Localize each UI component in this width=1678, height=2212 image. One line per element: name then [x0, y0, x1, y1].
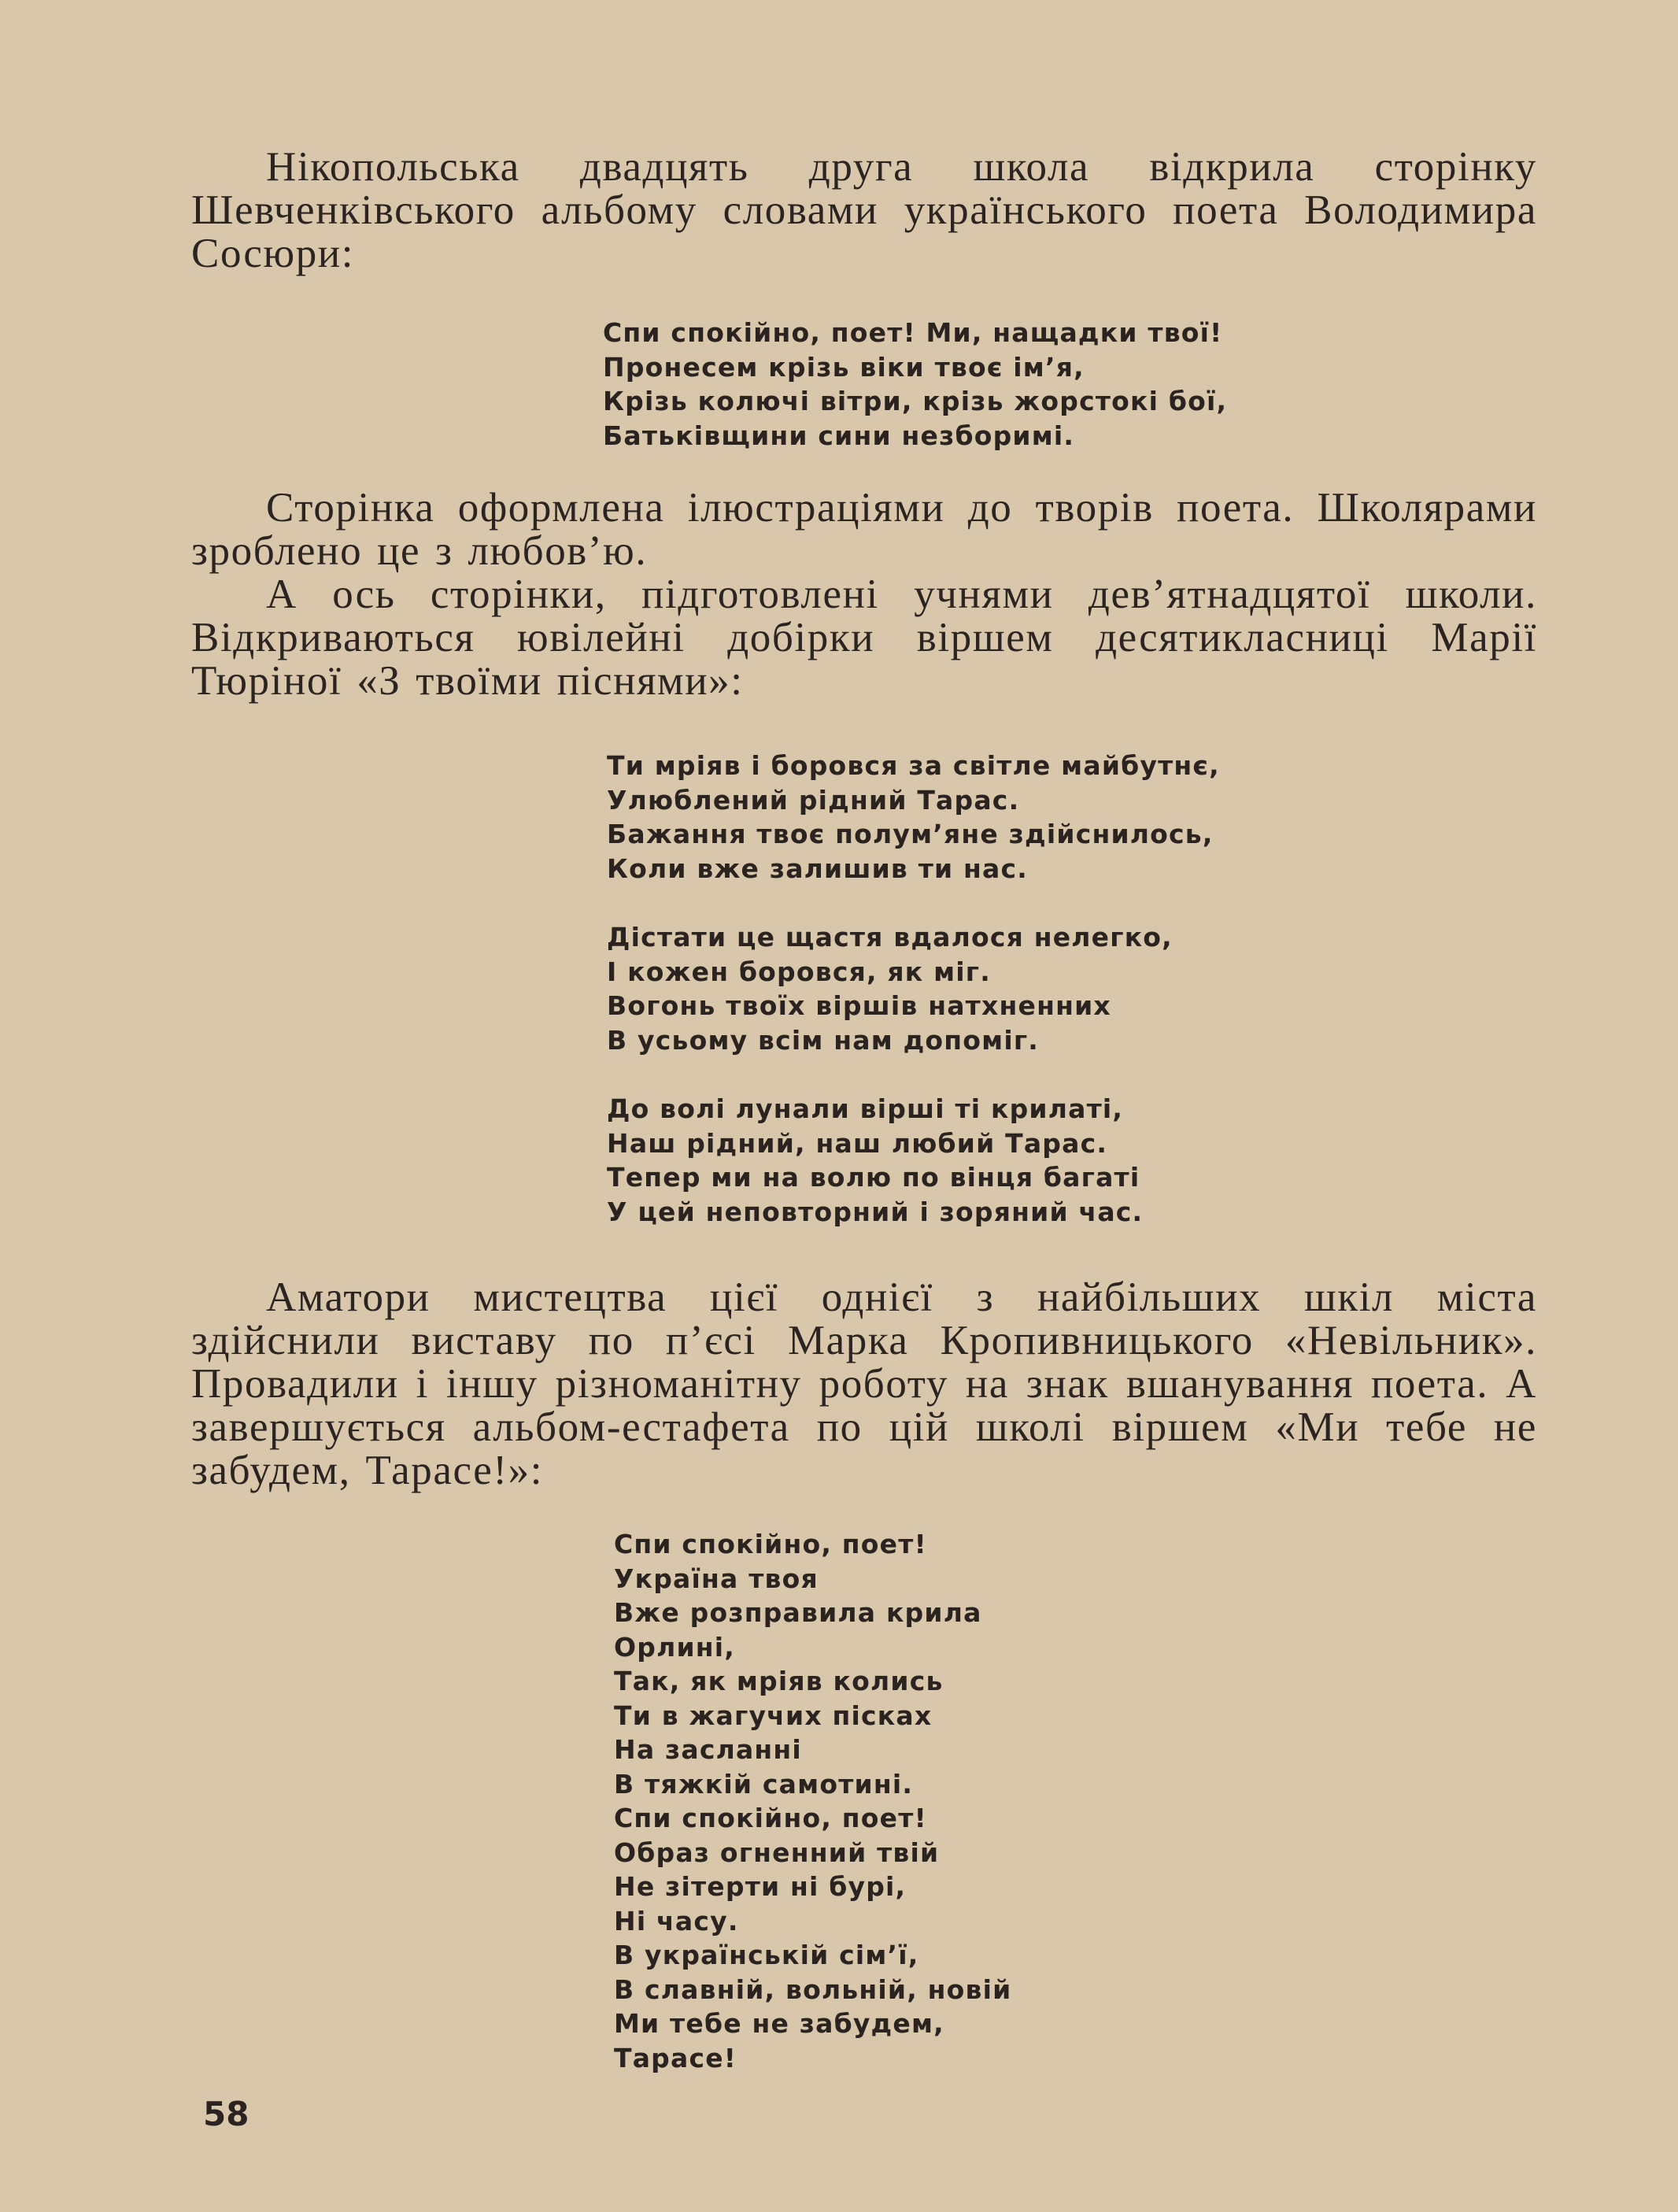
- poem-line: У цей неповторний і зоряний час.: [607, 1196, 1144, 1227]
- poem-stanza: [607, 1092, 1220, 1229]
- poem-line: В тяжкій самотині.: [614, 1768, 914, 1800]
- poem-line: Вогонь твоїх віршів натхненних: [607, 990, 1111, 1021]
- illustrations-paragraph: Сторінка оформлена ілюстраціями до творів поета. Школярами зроблено це з любов’ю.: [191, 485, 1537, 574]
- poem-line: Улюблений рідний Тарас.: [607, 784, 1020, 816]
- poem-line: Крізь колючі вітри, крізь жорстокі бої,: [603, 386, 1228, 416]
- poem-line: Коли вже залишив ти нас.: [607, 853, 1028, 884]
- poem-line: Орлині,: [614, 1631, 736, 1663]
- page-number: 58: [203, 2095, 249, 2133]
- poem-line: Спи спокійно, поет! Ми, нащадки твої!: [603, 317, 1223, 348]
- poem-line: І кожен боровся, як міг.: [607, 956, 991, 987]
- amateurs-block: [191, 1276, 1537, 1493]
- poem-line: Образ огненний твій: [614, 1837, 940, 1868]
- poem-line: В усьому всім нам допоміг.: [607, 1024, 1040, 1056]
- amateurs-paragraph: Аматори мистецтва цієї однієї з найбільших шкіл міста здійснили виставу по п’єсі Марка Кропивницького «Невільник». Провадили і іншу різноманітну роботу на знак вшанування поета. А завершується альбом-естафета по цій школі віршем «Ми тебе не забудем, Тарасе!»:: [191, 1274, 1537, 1493]
- poem-line: Бажання твоє полум’яне здійснилось,: [607, 819, 1214, 849]
- intro-paragraph: Нікопольська двадцять друга школа відкрила сторінку Шевченківського альбому словами українського поета Володимира Сосюри:: [191, 144, 1537, 276]
- poem-line: Вже розправила крила: [614, 1597, 982, 1628]
- poem-line: Спи спокійно, поет!: [614, 1803, 927, 1833]
- poem-line: Пронесем крізь віки твоє ім’я,: [603, 351, 1085, 383]
- poem-line: Спи спокійно, поет!: [614, 1529, 927, 1559]
- poem-line: Ти мріяв і боровся за світле майбутнє,: [607, 750, 1220, 781]
- poem-line: До волі лунали вірші ті крилаті,: [607, 1093, 1124, 1124]
- poem-line: Так, як мріяв колись: [614, 1666, 944, 1696]
- final-poem: [614, 1527, 1011, 2075]
- poem-line: Ти в жагучих пісках: [614, 1700, 933, 1731]
- school-19-paragraph: А ось сторінки, підготовлені учнями дев’ятнадцятої школи. Відкриваються ювілейні добірки віршем десятикласниці Марії Тюріної «З твоїми піснями»:: [191, 571, 1537, 704]
- poem-line: Тепер ми на волю по вінця багаті: [607, 1162, 1140, 1193]
- poem-stanza: [607, 749, 1220, 886]
- tiurina-poem: [607, 749, 1220, 1229]
- poem-line: Ні часу.: [614, 1905, 739, 1936]
- sosiura-poem: [603, 316, 1227, 453]
- intro-block: [191, 146, 1537, 276]
- poem-line: Не зітерти ні бурі,: [614, 1871, 907, 1902]
- middle-block: [191, 486, 1537, 703]
- poem-line: Наш рідний, наш любий Тарас.: [607, 1127, 1108, 1159]
- poem-line: В українській сім’ї,: [614, 1940, 919, 1970]
- poem-line: Батьківщини сини незборимі.: [603, 420, 1075, 451]
- poem-line: Тарасе!: [614, 2042, 737, 2073]
- poem-line: Ми тебе не забудем,: [614, 2008, 944, 2039]
- poem-line: Дістати це щастя вдалося нелегко,: [607, 922, 1173, 952]
- poem-line: В славній, вольній, новій: [614, 1973, 1012, 2005]
- poem-line: Україна твоя: [614, 1563, 819, 1594]
- poem-stanza: [607, 920, 1220, 1057]
- poem-line: На засланні: [614, 1734, 802, 1765]
